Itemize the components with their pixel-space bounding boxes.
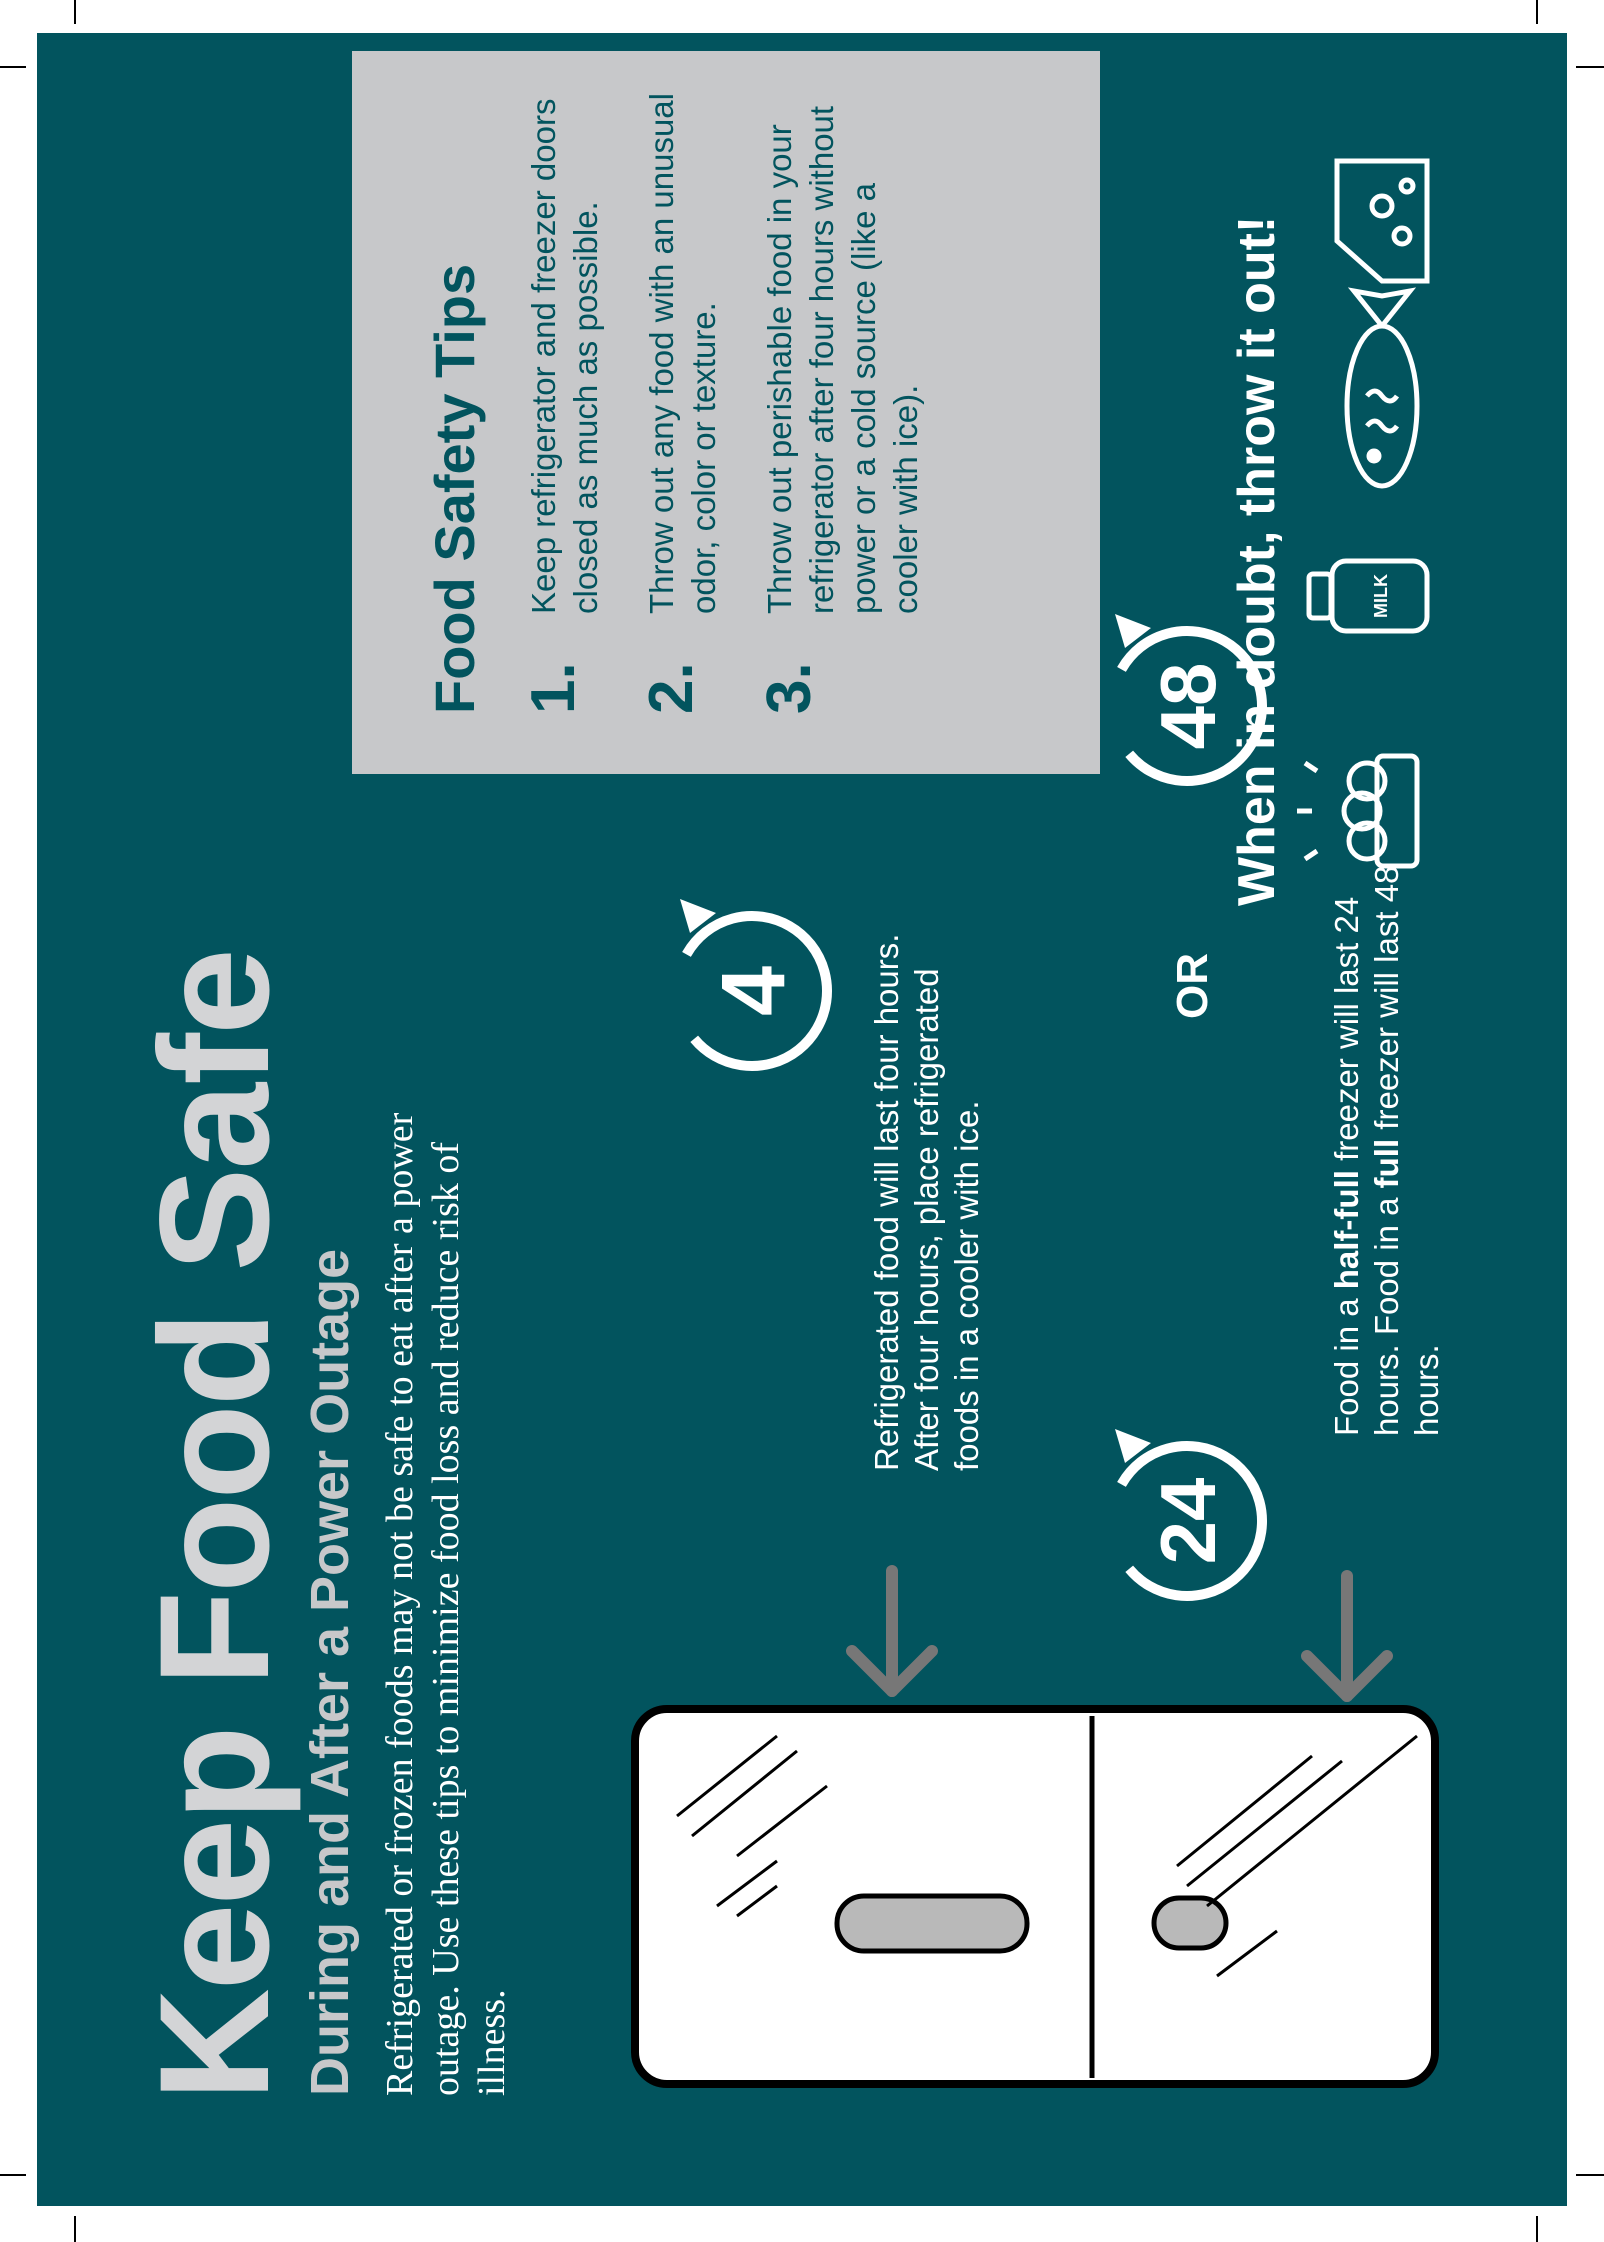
fridge-handle: [837, 1896, 1027, 1951]
poster-panel: [37, 33, 1567, 2206]
four-hour-icon: [650, 889, 855, 1094]
doubt-slogan: When in doubt, throw it out!: [1228, 215, 1286, 906]
fish-icon: [1347, 291, 1417, 486]
crop-mark: [1536, 2216, 1538, 2242]
crop-mark: [1536, 0, 1538, 24]
fridge-note: Refrigerated food will last four hours. After four hours, place refrigerated foods in a cooler with ice.: [868, 933, 985, 1471]
freezer-handle: [1154, 1898, 1226, 1948]
tip-number: 3.: [755, 662, 824, 714]
cheese-icon: [1337, 161, 1427, 281]
tip-item: [519, 91, 607, 714]
milk-icon: [1309, 561, 1427, 631]
poster-subtitle: During and After a Power Outage: [300, 1248, 360, 2096]
freezer-note-part3: freezer will last 48 hours.: [1368, 865, 1445, 1436]
freezer-note: [1327, 816, 1447, 1436]
crop-mark: [74, 0, 76, 24]
tip-item: [637, 91, 725, 714]
crop-mark: [1576, 2174, 1604, 2176]
crop-mark: [0, 66, 26, 68]
tip-text: Throw out any food with an unusual odor, color or texture.: [643, 93, 722, 614]
milk-label: MILK: [1371, 574, 1391, 618]
tip-text: Keep refrigerator and freezer doors closed as much as possible.: [525, 98, 604, 614]
intro-text: Refrigerated or frozen foods may not be safe to eat after a power outage. Use these tips to minimize food loss and reduce risk of illness.: [379, 1112, 513, 2096]
tip-item: [755, 91, 927, 714]
fridge-body: [635, 1709, 1435, 2084]
crop-mark: [1576, 66, 1604, 68]
freezer-note-bold2: full: [1368, 1138, 1405, 1189]
tip-number: 2.: [637, 662, 706, 714]
freezer-note-part1: Food in a: [1328, 1289, 1365, 1436]
crop-mark: [0, 2174, 26, 2176]
poster-canvas: [37, 33, 1567, 2206]
or-label: OR: [1168, 953, 1217, 1019]
four-hour-number: 4: [704, 965, 804, 1017]
poster-title: Keep Food Safe: [128, 950, 302, 2101]
forty-eight-hour-number: 48: [1144, 662, 1232, 750]
crop-mark: [74, 2216, 76, 2242]
fridge-arrow: [852, 1571, 932, 1691]
freezer-note-part2: freezer will last 24 hours. Food in a: [1328, 896, 1405, 1436]
twenty-four-hour-icon: [1085, 1419, 1290, 1624]
freezer-note-bold1: half-full: [1328, 1170, 1365, 1290]
tip-text: Throw out perishable food in your refrigerator after four hours without power or a cold source (like a cooler with ice).: [761, 105, 924, 614]
tips-title: Food Safety Tips: [423, 263, 486, 714]
twenty-four-hour-number: 24: [1144, 1477, 1232, 1565]
freezer-arrow: [1307, 1576, 1387, 1696]
tip-number: 1.: [519, 662, 588, 714]
tips-box: [352, 51, 1100, 774]
